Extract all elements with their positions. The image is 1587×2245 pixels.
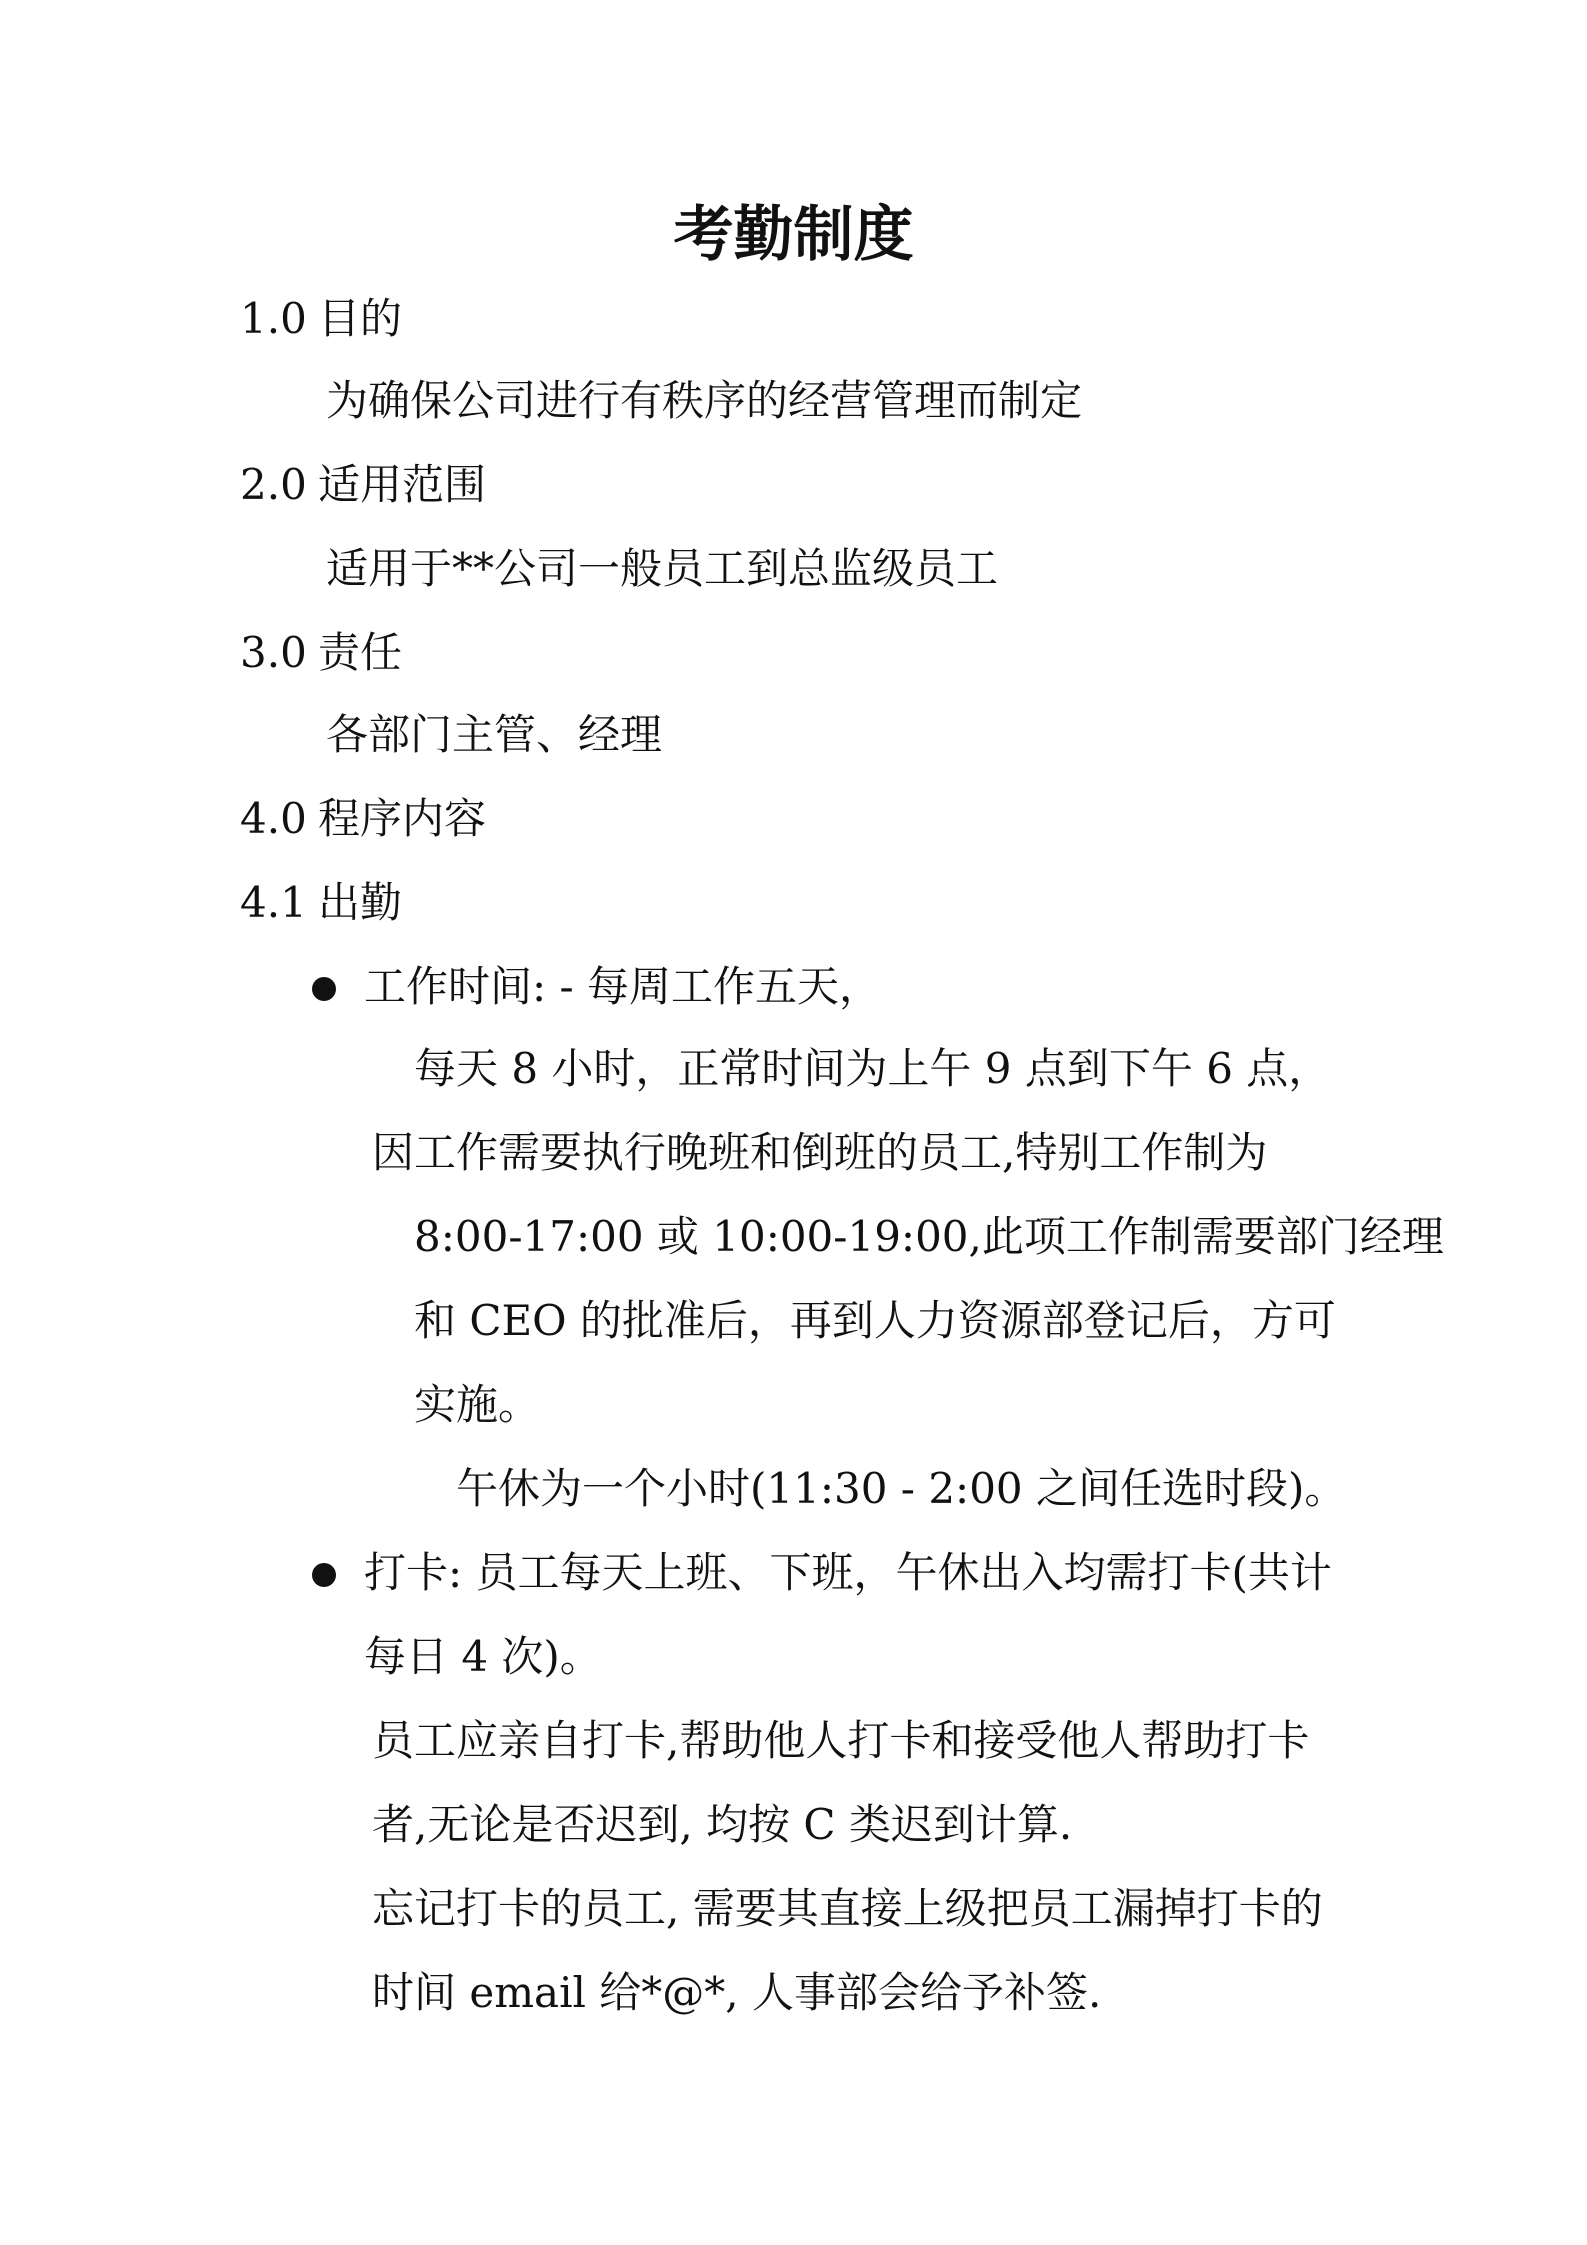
work-time-line: 和 CEO 的批准后，再到人力资源部登记后，方可: [414, 1296, 1336, 1345]
punch-card-line: 打卡: 员工每天上班、下班，午休出入均需打卡(共计: [364, 1548, 1332, 1597]
section-heading-3: [240, 628, 402, 678]
punch-card-line: 时间 email 给*@*, 人事部会给予补签.: [372, 1968, 1102, 2017]
punch-card-line: 忘记打卡的员工, 需要其直接上级把员工漏掉打卡的: [372, 1884, 1323, 1933]
section-heading-1: [240, 294, 402, 344]
section-title: 程序内容: [318, 794, 487, 843]
bullet-icon: [312, 977, 336, 1001]
section-title: 适用范围: [318, 460, 487, 509]
bullet-icon: [312, 1563, 336, 1587]
section-heading-4: [240, 794, 486, 844]
section-number: 3.0: [240, 628, 307, 677]
work-time-line: 因工作需要执行晚班和倒班的员工,特别工作制为: [372, 1128, 1268, 1177]
work-time-line: 实施。: [414, 1380, 541, 1429]
section-body-1: 为确保公司进行有秩序的经营管理而制定: [326, 376, 1083, 425]
punch-card-line: 员工应亲自打卡,帮助他人打卡和接受他人帮助打卡: [372, 1716, 1310, 1765]
section-title: 目的: [318, 294, 403, 343]
work-time-line: 8:00-17:00 或 10:00-19:00,此项工作制需要部门经理: [414, 1212, 1444, 1261]
section-title: 责任: [318, 628, 403, 677]
section-number: 4.1: [240, 878, 307, 927]
section-number: 2.0: [240, 460, 307, 509]
section-body-2: 适用于**公司一般员工到总监级员工: [326, 544, 999, 593]
section-body-3: 各部门主管、经理: [326, 710, 663, 759]
punch-card-line: 者,无论是否迟到, 均按 C 类迟到计算.: [372, 1800, 1073, 1849]
section-heading-4-1: [240, 878, 402, 928]
section-heading-2: [240, 460, 486, 510]
work-time-line: 工作时间: - 每周工作五天，: [364, 962, 882, 1011]
document-title: 考勤制度: [673, 200, 914, 270]
section-title: 出勤: [318, 878, 403, 927]
work-time-line: 午休为一个小时(11:30 - 2:00 之间任选时段)。: [456, 1464, 1347, 1513]
section-number: 4.0: [240, 794, 307, 843]
punch-card-line: 每日 4 次)。: [364, 1632, 602, 1681]
section-number: 1.0: [240, 294, 307, 343]
work-time-line: 每天 8 小时，正常时间为上午 9 点到下午 6 点，: [414, 1044, 1331, 1093]
